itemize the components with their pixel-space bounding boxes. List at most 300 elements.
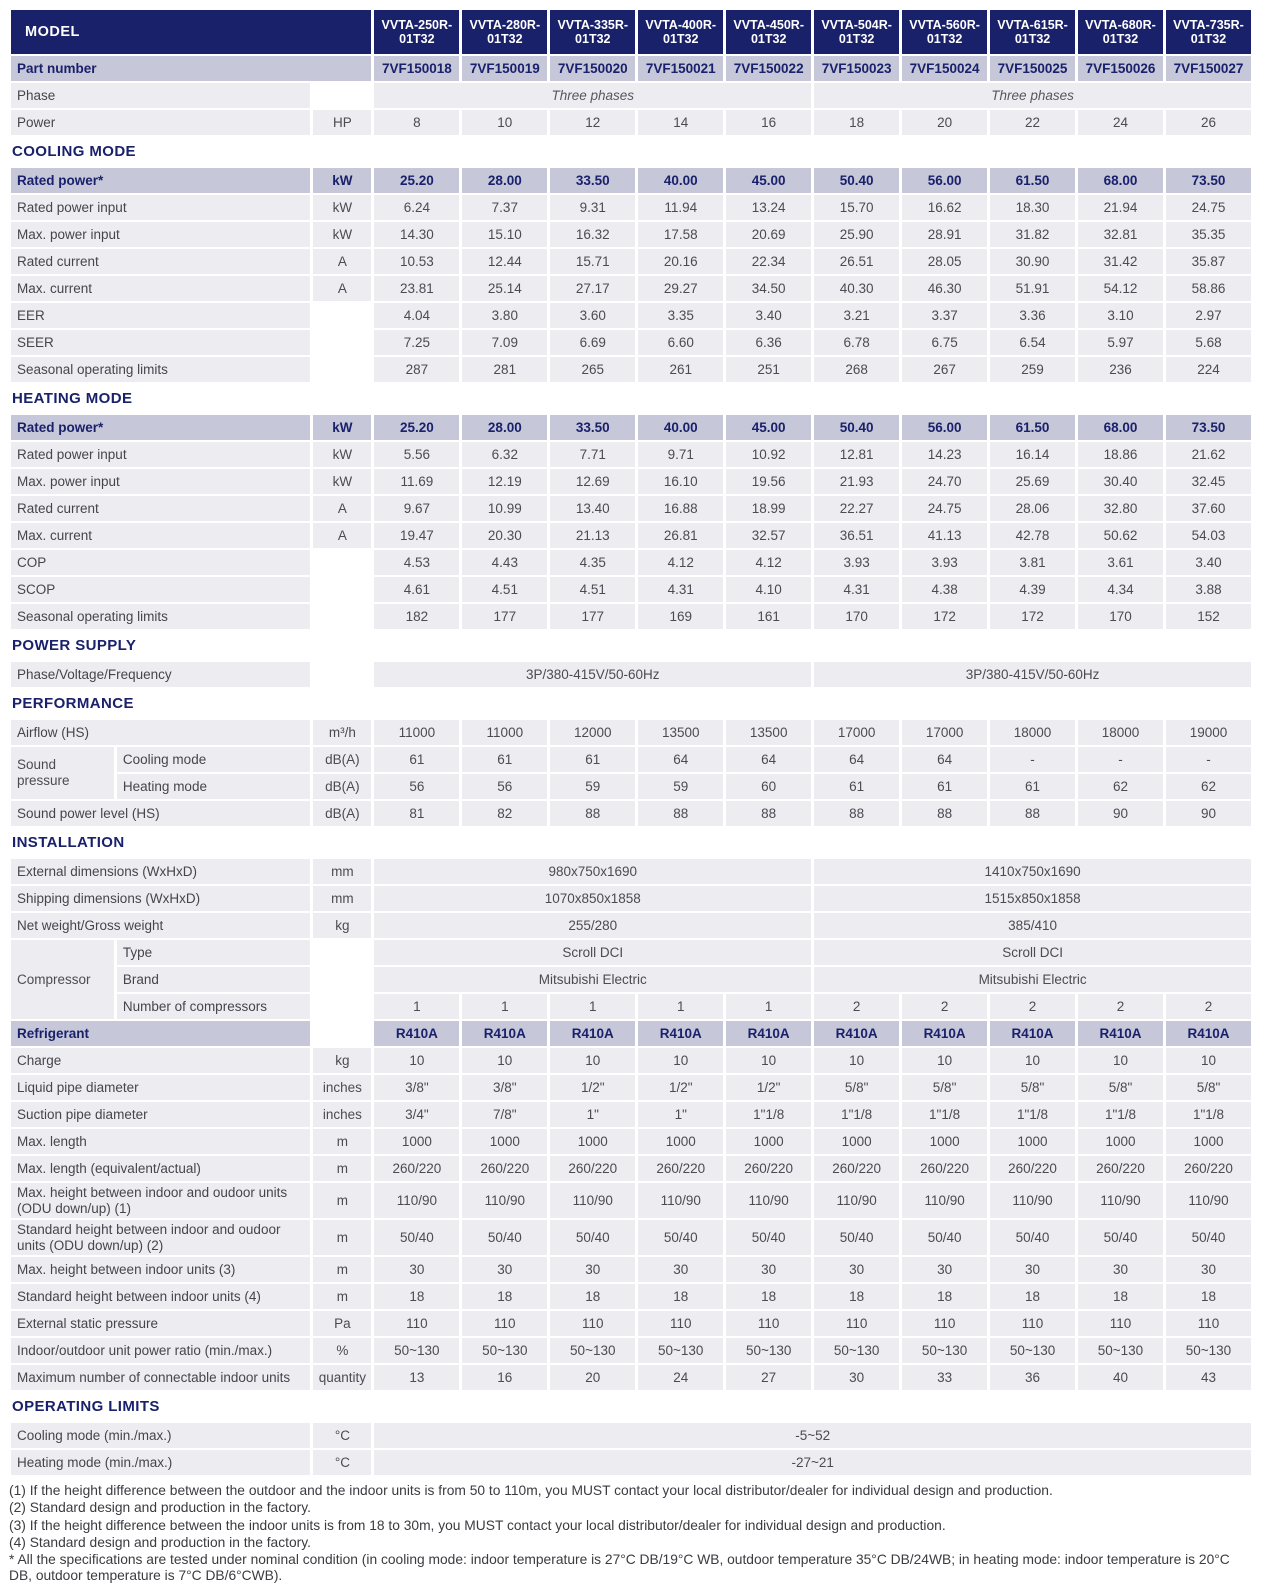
spec-cell: -: [990, 747, 1075, 772]
spec-cell: 33.50: [550, 415, 635, 440]
unit-cell: inches: [313, 1102, 371, 1127]
spec-cell: 261: [638, 357, 723, 382]
spec-cell: 37.60: [1166, 496, 1251, 521]
spec-cell: 45.00: [726, 415, 811, 440]
spec-cell: 18.86: [1078, 442, 1163, 467]
spec-cell-merged: 1410x750x1690: [814, 859, 1251, 884]
spec-cell: 22.27: [814, 496, 899, 521]
spec-cell: 4.10: [726, 577, 811, 602]
spec-cell: 18000: [1078, 720, 1163, 745]
spec-cell: 88: [550, 801, 635, 826]
spec-cell: 4.31: [638, 577, 723, 602]
unit-cell: °C: [313, 1450, 371, 1475]
spec-cell: 1000: [550, 1129, 635, 1154]
spec-cell: 7VF150022: [726, 56, 811, 81]
spec-cell: 50~130: [1078, 1338, 1163, 1363]
spec-cell: 32.80: [1078, 496, 1163, 521]
section-title: POWER SUPPLY: [11, 631, 1251, 660]
spec-cell: 28.00: [462, 415, 547, 440]
spec-cell: 24: [638, 1365, 723, 1390]
spec-cell: 6.78: [814, 330, 899, 355]
table-row: [11, 168, 1251, 193]
spec-cell: -: [1078, 747, 1163, 772]
table-row: [11, 550, 1251, 575]
spacer-cell: [313, 577, 371, 602]
spec-cell-merged: Scroll DCI: [814, 940, 1251, 965]
spacer-cell: [313, 662, 371, 687]
section-row: [11, 1392, 1251, 1421]
spec-cell: 6.32: [462, 442, 547, 467]
spec-cell: 21.62: [1166, 442, 1251, 467]
spec-cell: 50/40: [902, 1220, 987, 1255]
spec-cell: 2: [1166, 994, 1251, 1019]
spacer-cell: [313, 604, 371, 629]
row-label: Seasonal operating limits: [11, 604, 310, 629]
spec-cell: 50/40: [814, 1220, 899, 1255]
spec-cell-merged: 255/280: [374, 913, 811, 938]
footnote-line: (2) Standard design and production in the factory.: [9, 1500, 311, 1516]
spec-cell: 14: [638, 110, 723, 135]
spec-cell: 61: [902, 774, 987, 799]
table-row: [11, 913, 1251, 938]
spec-cell: 7VF150026: [1078, 56, 1163, 81]
spec-cell: 33: [902, 1365, 987, 1390]
spec-cell: 4.35: [550, 550, 635, 575]
spec-cell: 1: [550, 994, 635, 1019]
table-row: [11, 110, 1251, 135]
spec-cell: 50~130: [814, 1338, 899, 1363]
spec-cell: 62: [1078, 774, 1163, 799]
spec-cell: 50~130: [638, 1338, 723, 1363]
table-row: [11, 720, 1251, 745]
row-label: Rated power*: [11, 415, 310, 440]
spec-cell: 5/8": [1166, 1075, 1251, 1100]
row-label: Type: [117, 940, 311, 965]
footnotes: [9, 1483, 1254, 1585]
spec-cell: 50~130: [550, 1338, 635, 1363]
spec-cell: 7VF150020: [550, 56, 635, 81]
spacer-cell: [313, 550, 371, 575]
table-row: [11, 442, 1251, 467]
spec-cell: 18: [462, 1284, 547, 1309]
spec-cell: 224: [1166, 357, 1251, 382]
row-label: Max. power input: [11, 222, 310, 247]
table-row: [11, 577, 1251, 602]
unit-cell: kW: [313, 168, 371, 193]
spec-cell: 64: [814, 747, 899, 772]
spec-cell: 1": [638, 1102, 723, 1127]
spec-cell: 50~130: [726, 1338, 811, 1363]
spec-cell: 23.81: [374, 276, 459, 301]
spec-cell: 43: [1166, 1365, 1251, 1390]
table-row: [11, 940, 1251, 965]
spec-cell: 82: [462, 801, 547, 826]
spec-cell-merged: Mitsubishi Electric: [374, 967, 811, 992]
spec-cell: 40.30: [814, 276, 899, 301]
spec-cell: 24.70: [902, 469, 987, 494]
row-label: Brand: [117, 967, 311, 992]
unit-cell: kW: [313, 195, 371, 220]
spec-cell: 1"1/8: [990, 1102, 1075, 1127]
spec-cell: 1/2": [550, 1075, 635, 1100]
spec-cell: 12.69: [550, 469, 635, 494]
spec-cell: R410A: [374, 1021, 459, 1046]
spec-cell: 3.80: [462, 303, 547, 328]
table-row: [11, 801, 1251, 826]
spec-cell: 170: [1078, 604, 1163, 629]
spec-cell: 6.75: [902, 330, 987, 355]
spec-cell: 61: [990, 774, 1075, 799]
spec-cell: 11.69: [374, 469, 459, 494]
spec-cell: 9.31: [550, 195, 635, 220]
spec-cell: 259: [990, 357, 1075, 382]
spec-cell: 50.40: [814, 168, 899, 193]
spec-cell: 15.10: [462, 222, 547, 247]
spec-cell: 64: [902, 747, 987, 772]
spec-cell: 20: [550, 1365, 635, 1390]
unit-cell: kW: [313, 222, 371, 247]
spec-cell: 260/220: [990, 1156, 1075, 1181]
spec-cell: 4.43: [462, 550, 547, 575]
spec-cell: 1000: [374, 1129, 459, 1154]
spec-cell: 1000: [638, 1129, 723, 1154]
spec-cell: 30: [990, 1257, 1075, 1282]
spec-cell: 7VF150024: [902, 56, 987, 81]
table-row: [11, 469, 1251, 494]
spec-cell: 260/220: [1078, 1156, 1163, 1181]
row-label: COP: [11, 550, 310, 575]
unit-cell: kg: [313, 1048, 371, 1073]
spec-cell: 10: [462, 1048, 547, 1073]
spec-cell: 110: [1078, 1311, 1163, 1336]
unit-cell: m: [313, 1220, 371, 1255]
spec-cell: 1000: [462, 1129, 547, 1154]
unit-cell: kg: [313, 913, 371, 938]
spec-cell: 16.32: [550, 222, 635, 247]
spec-cell: 5.97: [1078, 330, 1163, 355]
spec-cell: 33.50: [550, 168, 635, 193]
spec-cell: 35.87: [1166, 249, 1251, 274]
spec-cell: 110/90: [1166, 1183, 1251, 1218]
spec-cell: 18: [638, 1284, 723, 1309]
table-row: [11, 496, 1251, 521]
spec-cell: 5/8": [1078, 1075, 1163, 1100]
spec-cell: 19.56: [726, 469, 811, 494]
spec-cell: 110: [814, 1311, 899, 1336]
spec-cell: 42.78: [990, 523, 1075, 548]
row-label: Indoor/outdoor unit power ratio (min./max.): [11, 1338, 310, 1363]
spacer-cell: [313, 967, 371, 992]
spec-cell: 9.71: [638, 442, 723, 467]
spec-cell: 260/220: [374, 1156, 459, 1181]
spec-cell: 54.12: [1078, 276, 1163, 301]
spec-cell: 2: [990, 994, 1075, 1019]
spec-cell: 260/220: [550, 1156, 635, 1181]
spec-cell: 177: [550, 604, 635, 629]
row-label: Max. current: [11, 523, 310, 548]
spec-cell: R410A: [550, 1021, 635, 1046]
spec-cell: 30: [638, 1257, 723, 1282]
spec-cell: 169: [638, 604, 723, 629]
spec-cell: 7.37: [462, 195, 547, 220]
row-label: Power: [11, 110, 310, 135]
spec-cell-merged: 3P/380-415V/50-60Hz: [814, 662, 1251, 687]
model-column-header: VVTA-400R-01T32: [638, 10, 723, 54]
footnote-line: (3) If the height difference between the indoor units is from 18 to 30m, you MUST contact your local distributor/dealer for individual design and production.: [9, 1517, 946, 1533]
spec-cell: 20.30: [462, 523, 547, 548]
unit-cell: m: [313, 1183, 371, 1218]
spec-cell: 9.67: [374, 496, 459, 521]
section-title: OPERATING LIMITS: [11, 1392, 1251, 1421]
unit-cell: mm: [313, 859, 371, 884]
spec-cell: 10: [990, 1048, 1075, 1073]
table-row: [11, 1129, 1251, 1154]
table-row: [11, 357, 1251, 382]
spec-cell: 11.94: [638, 195, 723, 220]
spec-cell: 88: [726, 801, 811, 826]
spec-cell: 61: [814, 774, 899, 799]
spec-cell: 30: [814, 1257, 899, 1282]
row-label: Phase: [11, 83, 310, 108]
spec-cell: 30.40: [1078, 469, 1163, 494]
spec-cell: 260/220: [726, 1156, 811, 1181]
spec-cell-merged: -5~52: [374, 1423, 1251, 1448]
unit-cell: %: [313, 1338, 371, 1363]
unit-cell: dB(A): [313, 747, 371, 772]
spec-cell: 4.31: [814, 577, 899, 602]
spec-table-body: [11, 10, 1251, 1475]
spec-cell: 50/40: [1078, 1220, 1163, 1255]
spec-cell: 18: [726, 1284, 811, 1309]
table-row: [11, 222, 1251, 247]
spec-cell: 61: [462, 747, 547, 772]
section-row: [11, 631, 1251, 660]
spec-cell: 12000: [550, 720, 635, 745]
spec-cell: 36: [990, 1365, 1075, 1390]
spec-cell: 17000: [902, 720, 987, 745]
spec-cell: 170: [814, 604, 899, 629]
unit-cell: kW: [313, 442, 371, 467]
spec-cell: 40.00: [638, 168, 723, 193]
spec-cell: 25.69: [990, 469, 1075, 494]
spec-cell: 4.51: [550, 577, 635, 602]
spec-cell: 268: [814, 357, 899, 382]
spec-cell: 265: [550, 357, 635, 382]
spec-cell: 50.40: [814, 415, 899, 440]
row-label: Cooling mode (min./max.): [11, 1423, 310, 1448]
row-label: Standard height between indoor and oudoor units (ODU down/up) (2): [11, 1220, 310, 1255]
model-column-header: VVTA-250R-01T32: [374, 10, 459, 54]
spec-cell: 4.51: [462, 577, 547, 602]
spec-cell: 110/90: [726, 1183, 811, 1218]
spec-cell: 251: [726, 357, 811, 382]
spec-cell: 13500: [726, 720, 811, 745]
spec-cell: 18: [1078, 1284, 1163, 1309]
spec-cell: 32.57: [726, 523, 811, 548]
row-label: Rated power input: [11, 442, 310, 467]
spec-cell: 24.75: [1166, 195, 1251, 220]
spec-cell: 16.14: [990, 442, 1075, 467]
spec-cell-merged: Scroll DCI: [374, 940, 811, 965]
spec-cell: 56: [374, 774, 459, 799]
footnote-line: (1) If the height difference between the outdoor and the indoor units is from 50 to 110m, you MUST contact your local distributor/dealer for individual design and production.: [9, 1483, 1053, 1499]
spec-cell: 1/2": [726, 1075, 811, 1100]
spec-cell: 3.81: [990, 550, 1075, 575]
spec-cell: 41.13: [902, 523, 987, 548]
unit-cell: A: [313, 276, 371, 301]
spec-cell: 177: [462, 604, 547, 629]
spec-cell: 18: [1166, 1284, 1251, 1309]
spec-cell: 4.12: [726, 550, 811, 575]
spec-cell: 31.42: [1078, 249, 1163, 274]
row-label: SEER: [11, 330, 310, 355]
spec-cell: 1: [462, 994, 547, 1019]
model-column-header: VVTA-615R-01T32: [990, 10, 1075, 54]
spec-cell: 110/90: [902, 1183, 987, 1218]
spec-cell: 90: [1166, 801, 1251, 826]
spec-cell: 3.40: [1166, 550, 1251, 575]
spec-cell: 10: [726, 1048, 811, 1073]
spacer-cell: [313, 1021, 371, 1046]
row-label: Rated current: [11, 496, 310, 521]
spec-cell: R410A: [1078, 1021, 1163, 1046]
spec-cell: R410A: [726, 1021, 811, 1046]
spec-cell: 30.90: [990, 249, 1075, 274]
spec-cell: 88: [990, 801, 1075, 826]
row-label: Standard height between indoor units (4): [11, 1284, 310, 1309]
table-row: [11, 276, 1251, 301]
spec-cell: 110: [990, 1311, 1075, 1336]
spec-cell: 3.37: [902, 303, 987, 328]
spec-cell: 1"1/8: [902, 1102, 987, 1127]
table-row: [11, 859, 1251, 884]
spec-cell: 110: [726, 1311, 811, 1336]
spec-cell: R410A: [902, 1021, 987, 1046]
spec-cell: 3.10: [1078, 303, 1163, 328]
spec-cell: 7VF150019: [462, 56, 547, 81]
row-label: Maximum number of connectable indoor units: [11, 1365, 310, 1390]
spec-cell: 2: [814, 994, 899, 1019]
spec-cell: 1"1/8: [726, 1102, 811, 1127]
spec-cell: 24: [1078, 110, 1163, 135]
spec-cell: 25.14: [462, 276, 547, 301]
spec-cell: 1: [374, 994, 459, 1019]
spacer-cell: [313, 330, 371, 355]
spec-cell: 110: [550, 1311, 635, 1336]
spec-cell: 68.00: [1078, 168, 1163, 193]
spec-cell: 110: [374, 1311, 459, 1336]
spec-cell: 50~130: [374, 1338, 459, 1363]
row-label: Suction pipe diameter: [11, 1102, 310, 1127]
spec-cell-merged: 1070x850x1858: [374, 886, 811, 911]
spec-cell: 34.50: [726, 276, 811, 301]
footnote-line: * All the specifications are tested under nominal condition (in cooling mode: indoor temperature is 27°C DB/19°C WB, outdoor temperature 35°C DB/24WB; in heating mode: indoor temperature is 20°C DB, outdoor temperature is 7°C DB/6°CWB).: [9, 1552, 1230, 1584]
row-label: Heating mode (min./max.): [11, 1450, 310, 1475]
spec-cell: 20: [902, 110, 987, 135]
spec-cell: 30: [374, 1257, 459, 1282]
spec-cell: 20.69: [726, 222, 811, 247]
spec-cell: 16.10: [638, 469, 723, 494]
unit-cell: A: [313, 249, 371, 274]
section-title: COOLING MODE: [11, 137, 1251, 166]
spec-cell: 6.24: [374, 195, 459, 220]
spec-cell: 21.93: [814, 469, 899, 494]
model-column-header: VVTA-680R-01T32: [1078, 10, 1163, 54]
spec-cell: 182: [374, 604, 459, 629]
table-row: [11, 1284, 1251, 1309]
spec-cell: 260/220: [1166, 1156, 1251, 1181]
row-label: External dimensions (WxHxD): [11, 859, 310, 884]
spec-cell: 7.09: [462, 330, 547, 355]
spec-cell: 54.03: [1166, 523, 1251, 548]
unit-cell: inches: [313, 1075, 371, 1100]
unit-cell: HP: [313, 110, 371, 135]
spec-cell: 8: [374, 110, 459, 135]
spec-cell: 50~130: [462, 1338, 547, 1363]
spec-cell: 10.53: [374, 249, 459, 274]
table-row: [11, 195, 1251, 220]
spec-cell: 56: [462, 774, 547, 799]
spec-cell: 4.39: [990, 577, 1075, 602]
spec-cell: 30: [814, 1365, 899, 1390]
spec-cell: 32.81: [1078, 222, 1163, 247]
spec-cell: 161: [726, 604, 811, 629]
table-row: [11, 249, 1251, 274]
row-label: SCOP: [11, 577, 310, 602]
spec-cell: 21.94: [1078, 195, 1163, 220]
spec-cell: 59: [550, 774, 635, 799]
spec-cell: 14.23: [902, 442, 987, 467]
spec-cell: 1"1/8: [1078, 1102, 1163, 1127]
spec-cell: 7VF150023: [814, 56, 899, 81]
table-row: [11, 56, 1251, 81]
spec-cell: 16.88: [638, 496, 723, 521]
spec-cell: 12: [550, 110, 635, 135]
spec-cell: 16: [462, 1365, 547, 1390]
spec-cell: 10: [374, 1048, 459, 1073]
spec-cell: 3.40: [726, 303, 811, 328]
spec-cell: 26: [1166, 110, 1251, 135]
section-title: INSTALLATION: [11, 828, 1251, 857]
spec-cell: 2: [902, 994, 987, 1019]
spec-cell: 10: [550, 1048, 635, 1073]
unit-cell: m: [313, 1129, 371, 1154]
spec-cell: 30: [462, 1257, 547, 1282]
spec-cell: 11000: [462, 720, 547, 745]
spec-cell: 17000: [814, 720, 899, 745]
table-row: [11, 662, 1251, 687]
spec-cell: R410A: [990, 1021, 1075, 1046]
spec-cell: 60: [726, 774, 811, 799]
row-label: Max. height between indoor units (3): [11, 1257, 310, 1282]
spec-cell: 22: [990, 110, 1075, 135]
spec-cell: 1"1/8: [814, 1102, 899, 1127]
table-row: [11, 523, 1251, 548]
spec-cell: 18: [814, 110, 899, 135]
row-label: Max. length: [11, 1129, 310, 1154]
row-label: Rated current: [11, 249, 310, 274]
spec-cell: 110: [462, 1311, 547, 1336]
spec-cell: 19000: [1166, 720, 1251, 745]
section-row: [11, 828, 1251, 857]
spec-cell: 267: [902, 357, 987, 382]
spec-cell-merged: -27~21: [374, 1450, 1251, 1475]
spec-cell: 68.00: [1078, 415, 1163, 440]
table-row: [11, 415, 1251, 440]
spec-cell: 50/40: [462, 1220, 547, 1255]
spec-cell: 50/40: [638, 1220, 723, 1255]
spec-cell: 12.44: [462, 249, 547, 274]
